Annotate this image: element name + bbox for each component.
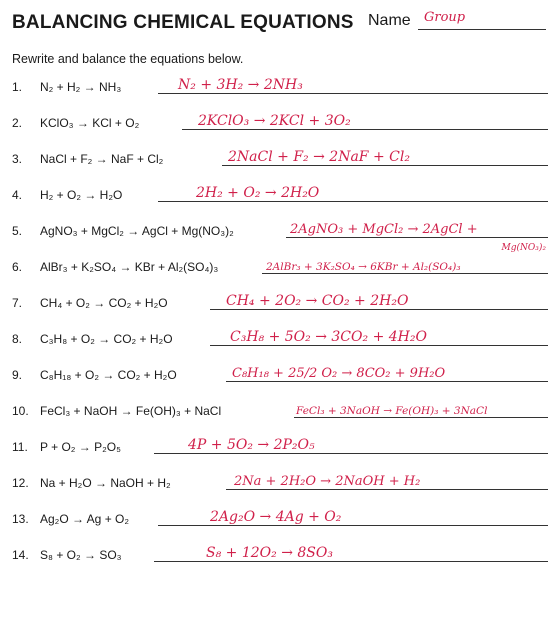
unbalanced-equation: Na + H₂O → NaOH + H₂	[40, 476, 171, 490]
equation-row-13	[0, 502, 554, 532]
answer-line	[262, 273, 548, 274]
equation-row-14	[0, 538, 554, 568]
equation-row-3	[0, 142, 554, 172]
answer-line	[158, 525, 548, 526]
balanced-answer: C₃H₈ + 5O₂ → 3CO₂ + 4H₂O	[230, 329, 427, 345]
equation-row-9	[0, 358, 554, 388]
equation-row-11	[0, 430, 554, 460]
equation-row-10	[0, 394, 554, 424]
equation-number: 9.	[12, 368, 23, 382]
answer-line	[182, 129, 548, 130]
answer-line	[294, 417, 548, 418]
unbalanced-equation: Ag₂O → Ag + O₂	[40, 512, 130, 526]
equation-number: 3.	[12, 152, 23, 166]
equation-number: 4.	[12, 188, 23, 202]
equation-number: 8.	[12, 332, 23, 346]
equation-number: 5.	[12, 224, 23, 238]
worksheet-title: BALANCING CHEMICAL EQUATIONS	[12, 12, 354, 33]
unbalanced-equation: H₂ + O₂ → H₂O	[40, 188, 123, 202]
answer-line	[154, 561, 548, 562]
answer-line	[158, 93, 548, 94]
equation-number: 11.	[12, 440, 28, 454]
equation-row-2	[0, 106, 554, 136]
balanced-answer: 2AgNO₃ + MgCl₂ → 2AgCl +	[290, 222, 478, 237]
unbalanced-equation: S₈ + O₂ → SO₃	[40, 548, 122, 562]
answer-line	[226, 381, 548, 382]
equation-row-6	[0, 250, 554, 280]
unbalanced-equation: KClO₃ → KCl + O₂	[40, 116, 140, 130]
equation-number: 1.	[12, 80, 23, 94]
balanced-answer: C₈H₁₈ + 25/2 O₂ → 8CO₂ + 9H₂O	[232, 366, 446, 381]
name-handwritten-value: Group	[424, 10, 466, 25]
unbalanced-equation: NaCl + F₂ → NaF + Cl₂	[40, 152, 164, 166]
balanced-answer: 4P + 5O₂ → 2P₂O₅	[188, 437, 315, 453]
equation-row-1	[0, 70, 554, 100]
balanced-answer: 2NaCl + F₂ → 2NaF + Cl₂	[228, 149, 410, 165]
name-label: Name	[368, 12, 411, 29]
answer-line	[210, 345, 548, 346]
equation-number: 7.	[12, 296, 23, 310]
unbalanced-equation: CH₄ + O₂ → CO₂ + H₂O	[40, 296, 168, 310]
balanced-answer: 2Ag₂O → 4Ag + O₂	[210, 509, 342, 525]
name-underline	[418, 29, 546, 30]
unbalanced-equation: FeCl₃ + NaOH → Fe(OH)₃ + NaCl	[40, 404, 222, 418]
balanced-answer: 2Na + 2H₂O → 2NaOH + H₂	[234, 474, 421, 489]
instructions: Rewrite and balance the equations below.	[12, 52, 244, 66]
balanced-answer-continuation: Mg(NO₃)₂	[501, 243, 546, 253]
equation-number: 6.	[12, 260, 23, 274]
unbalanced-equation: P + O₂ → P₂O₅	[40, 440, 121, 454]
unbalanced-equation: AlBr₃ + K₂SO₄ → KBr + Al₂(SO₄)₃	[40, 260, 219, 274]
answer-line	[154, 453, 548, 454]
equation-number: 14.	[12, 548, 29, 562]
balanced-answer: S₈ + 12O₂ → 8SO₃	[206, 545, 333, 561]
equation-row-5	[0, 214, 554, 253]
unbalanced-equation: AgNO₃ + MgCl₂ → AgCl + Mg(NO₃)₂	[40, 224, 234, 238]
equation-number: 10.	[12, 404, 29, 418]
balanced-answer: 2AlBr₃ + 3K₂SO₄ → 6KBr + Al₂(SO₄)₃	[266, 261, 461, 273]
equation-row-8	[0, 322, 554, 352]
equation-row-7	[0, 286, 554, 316]
unbalanced-equation: C₈H₁₈ + O₂ → CO₂ + H₂O	[40, 368, 177, 382]
unbalanced-equation: C₃H₈ + O₂ → CO₂ + H₂O	[40, 332, 173, 346]
balanced-answer: 2KClO₃ → 2KCl + 3O₂	[198, 113, 351, 129]
equation-number: 2.	[12, 116, 23, 130]
answer-line	[226, 489, 548, 490]
balanced-answer: N₂ + 3H₂ → 2NH₃	[178, 77, 303, 93]
equation-number: 13.	[12, 512, 29, 526]
balanced-answer: CH₄ + 2O₂ → CO₂ + 2H₂O	[226, 293, 409, 309]
answer-line	[222, 165, 548, 166]
unbalanced-equation: N₂ + H₂ → NH₃	[40, 80, 122, 94]
balanced-answer: 2H₂ + O₂ → 2H₂O	[196, 185, 320, 201]
equation-row-4	[0, 178, 554, 208]
answer-line	[210, 309, 548, 310]
equation-row-12	[0, 466, 554, 496]
answer-line	[286, 237, 548, 238]
answer-line	[158, 201, 548, 202]
equation-number: 12.	[12, 476, 29, 490]
balanced-answer: FeCl₃ + 3NaOH → Fe(OH)₃ + 3NaCl	[296, 405, 488, 417]
